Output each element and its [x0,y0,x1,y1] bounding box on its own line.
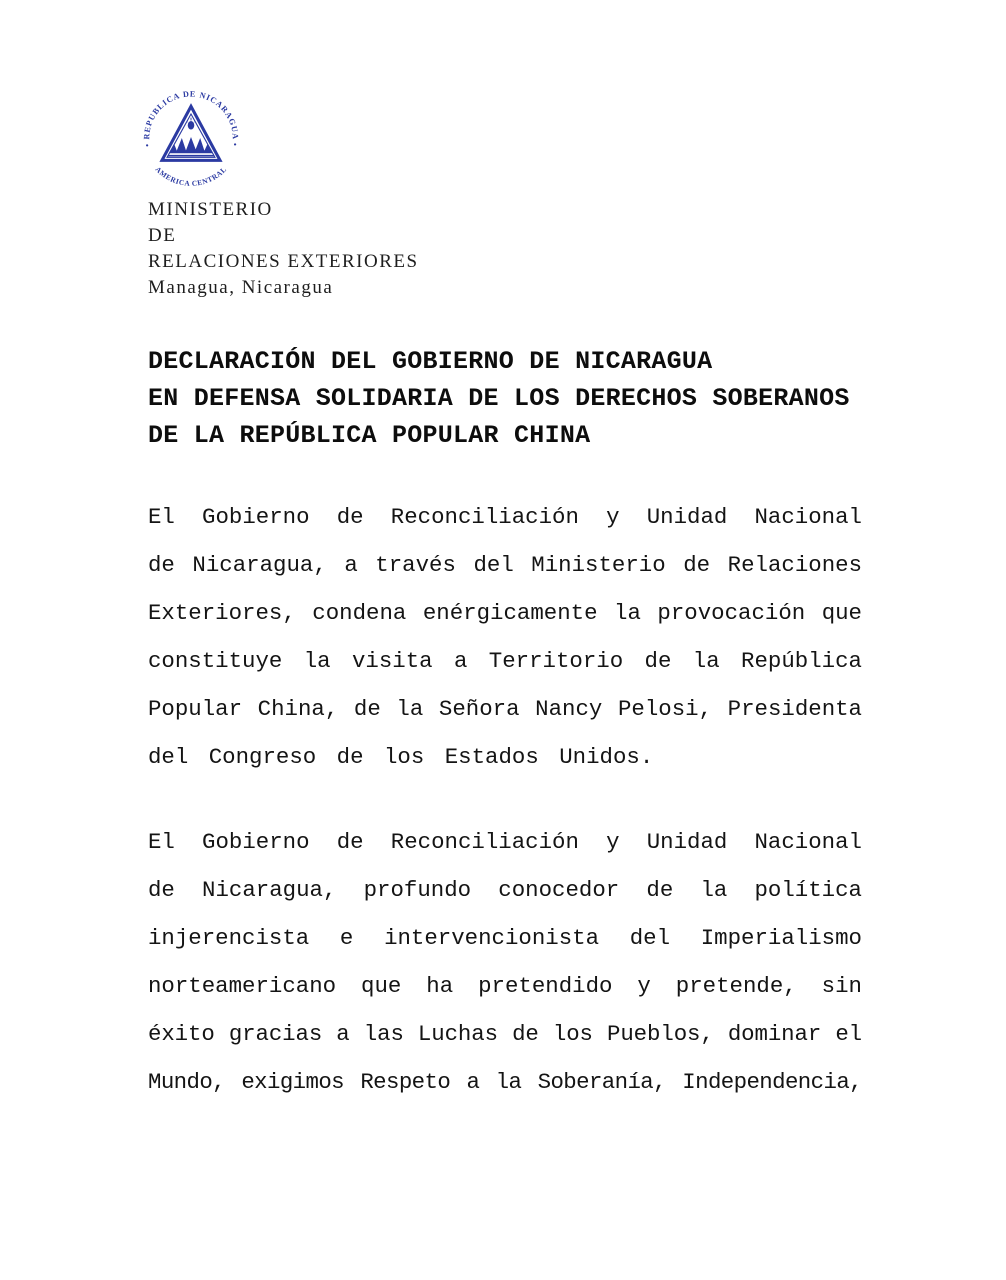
body-line: El Gobierno de Reconciliación y Unidad Nacional [148,829,862,855]
body-line: del Congreso de los Estados Unidos. [148,744,654,770]
seal-volcanoes-icon [162,118,219,160]
nicaragua-seal-icon [140,86,242,194]
letterhead-city: Managua, Nicaragua [148,277,334,298]
title-line: DE LA REPÚBLICA POPULAR CHINA [148,421,591,450]
title-line: DECLARACIÓN DEL GOBIERNO DE NICARAGUA [148,347,713,376]
body-line: éxito gracias a las Luchas de los Pueblos, dominar el [148,1021,862,1047]
letterhead-line: DE [148,225,177,246]
body-line: Exteriores, condena enérgicamente la provocación que [148,600,862,626]
letterhead [148,197,419,301]
body-line: de Nicaragua, a través del Ministerio de Relaciones [148,552,862,578]
seal-top-text: • REPUBLICA DE NICARAGUA • [142,89,240,148]
body-line: injerencista e intervencionista del Imperialismo [148,925,862,951]
body-line: El Gobierno de Reconciliación y Unidad Nacional [148,504,862,530]
document-title [148,343,850,454]
paragraph-1 [148,493,862,781]
paragraph-2 [148,818,862,1106]
body-line: norteamericano que ha pretendido y pretende, sin [148,973,862,999]
body-line: Popular China, de la Señora Nancy Pelosi, Presidenta [148,696,862,722]
letterhead-line: RELACIONES EXTERIORES [148,251,419,272]
title-line: EN DEFENSA SOLIDARIA DE LOS DERECHOS SOBERANOS [148,384,850,413]
letterhead-line: MINISTERIO [148,199,273,220]
body-line: constituye la visita a Territorio de la República [148,648,862,674]
body-line: Mundo, exigimos Respeto a la Soberanía, Independencia, [148,1069,862,1095]
body-line: de Nicaragua, profundo conocedor de la política [148,877,862,903]
seal-bottom-text: AMERICA CENTRAL [153,164,229,188]
